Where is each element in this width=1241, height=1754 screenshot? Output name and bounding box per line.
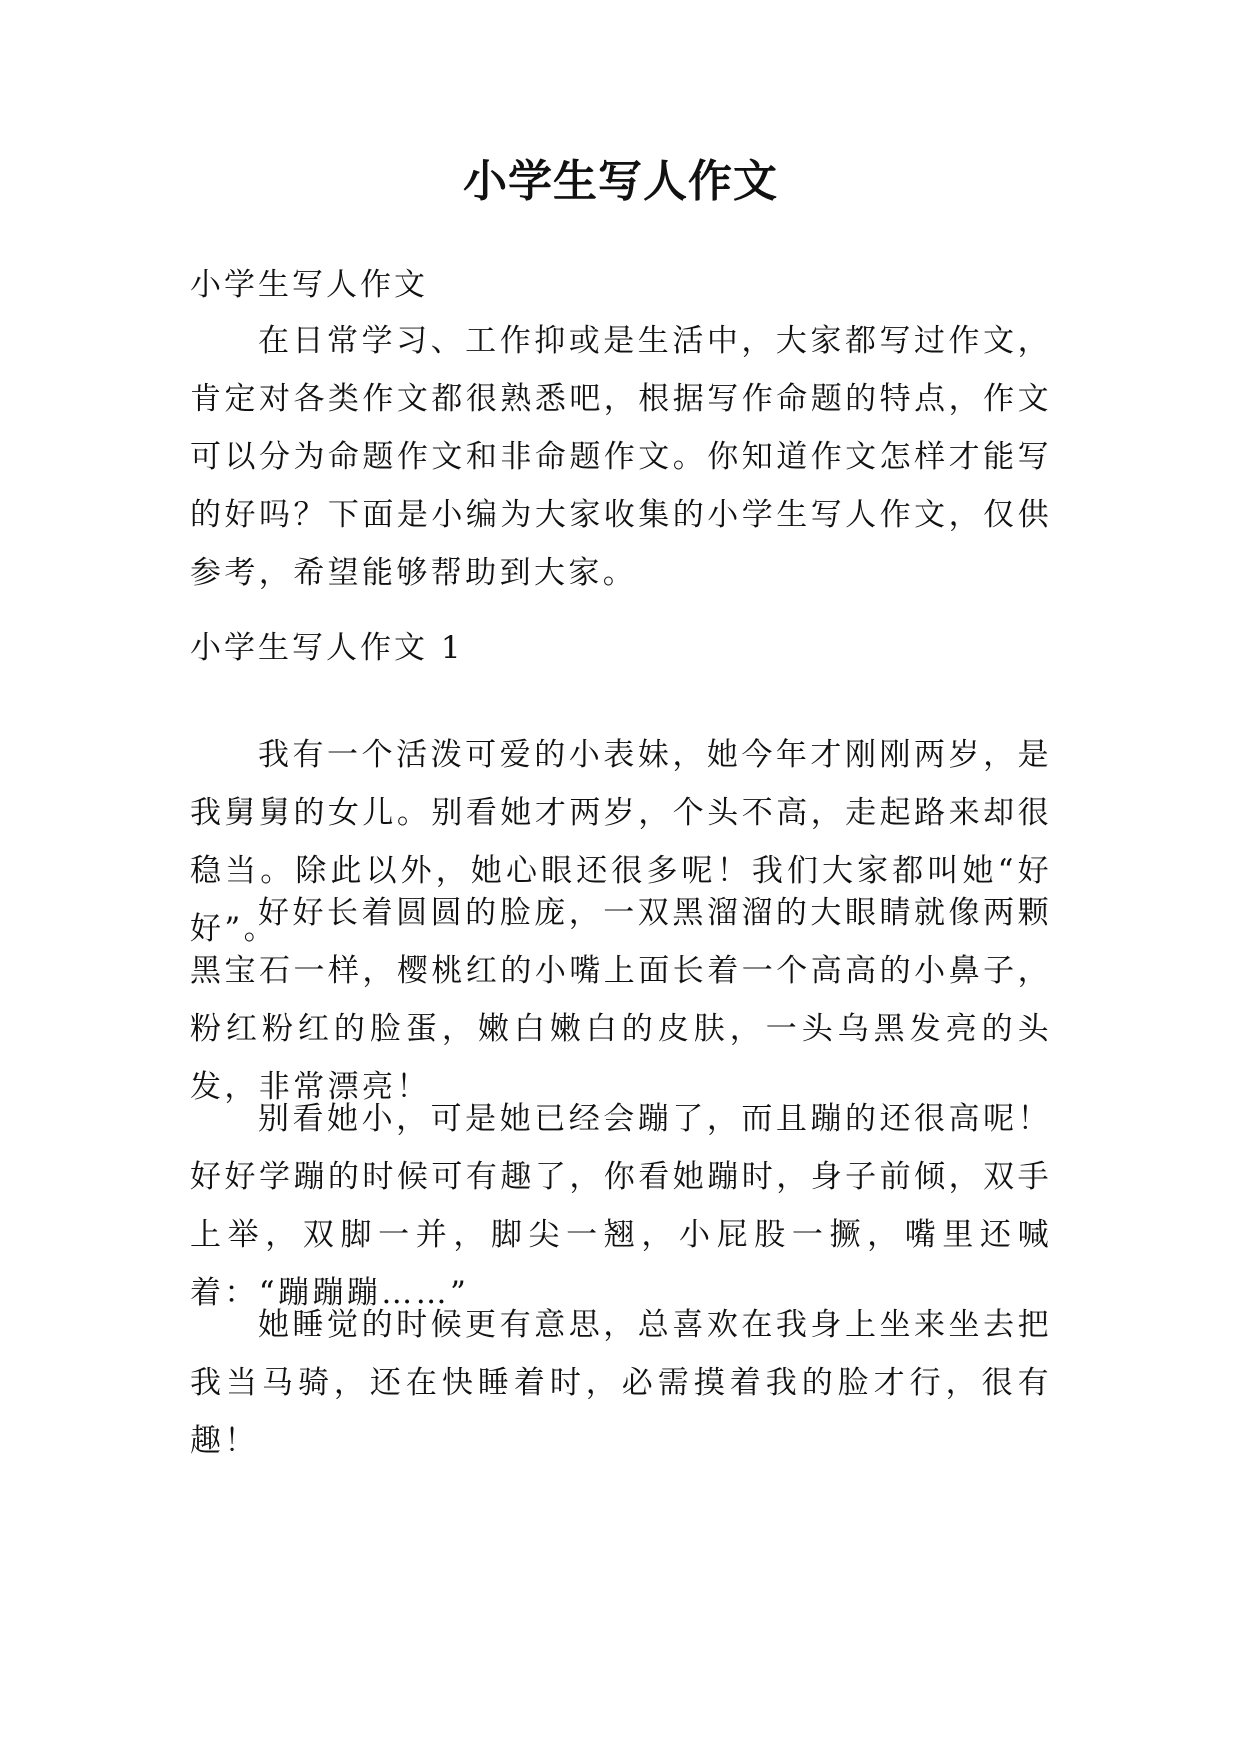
intro-paragraph: 在日常学习、工作抑或是生活中，大家都写过作文，肯定对各类作文都很熟悉吧，根据写作命题的特点，作文可以分为命题作文和非命题作文。你知道作文怎样才能写的好吗？下面是小编为大家收集的小学生写人作文，仅供参考，希望能够帮助到大家。 <box>190 323 1052 591</box>
body-paragraph-2: 好好长着圆圆的脸庞，一双黑溜溜的大眼睛就像两颗黑宝石一样，樱桃红的小嘴上面长着一个高高的小鼻子，粉红粉红的脸蛋，嫩白嫩白的皮肤，一头乌黑发亮的头发，非常漂亮！ <box>190 895 1052 1105</box>
body-paragraph-1: 我有一个活泼可爱的小表妹，她今年才刚刚两岁，是我舅舅的女儿。别看她才两岁，个头不高，走起路来却很稳当。除此以外，她心眼还很多呢！我们大家都叫她“好好”。 <box>190 737 1052 947</box>
intro-heading: 小学生写人作文 <box>190 267 428 303</box>
section-heading: 小学生写人作文 1 <box>190 630 464 666</box>
document-title: 小学生写人作文 <box>463 156 778 207</box>
body-paragraph-4: 她睡觉的时候更有意思，总喜欢在我身上坐来坐去把我当马骑，还在快睡着时，必需摸着我的脸才行，很有趣！ <box>190 1307 1052 1459</box>
body-paragraph-3: 别看她小，可是她已经会蹦了，而且蹦的还很高呢！好好学蹦的时候可有趣了，你看她蹦时，身子前倾，双手上举，双脚一并，脚尖一翘，小屁股一撅，嘴里还喊着：“蹦蹦蹦……” <box>190 1101 1052 1311</box>
